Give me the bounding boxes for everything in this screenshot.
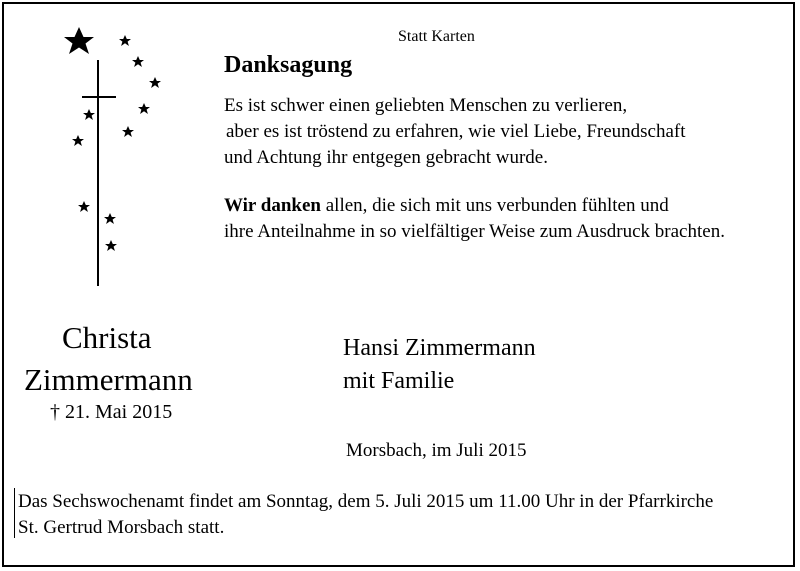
small-star-icon: [138, 103, 150, 114]
thanks-line-2: aber es ist tröstend zu erfahren, wie viel Liebe, Freundschaft: [226, 121, 686, 142]
small-star-icon: [149, 77, 161, 88]
family-name: Hansi Zimmermann: [343, 335, 536, 361]
family-suffix: mit Familie: [343, 368, 455, 394]
wir-danken-bold: Wir danken: [224, 195, 321, 216]
large-star-icon: [64, 27, 94, 54]
small-star-icon: [104, 213, 116, 224]
cross-with-stars-icon: [55, 22, 175, 292]
thanks-line-5: ihre Anteilnahme in so vielfältiger Weise zum Ausdruck brachten.: [224, 221, 725, 242]
small-star-icon: [83, 109, 95, 120]
small-star-icon: [119, 35, 131, 46]
death-date: † 21. Mai 2015: [50, 401, 173, 423]
deceased-first-name: Christa: [62, 320, 152, 355]
footer-line-1: Das Sechswochenamt findet am Sonntag, dem 5. Juli 2015 um 11.00 Uhr in der Pfarrkirche: [18, 491, 714, 512]
small-star-icon: [105, 240, 117, 251]
footer-line-2: St. Gertrud Morsbach statt.: [18, 517, 225, 538]
statt-karten-label: Statt Karten: [398, 28, 475, 45]
thanks-line-4: [224, 196, 669, 215]
thanks-line-1: Es ist schwer einen geliebten Menschen zu verlieren,: [224, 95, 628, 116]
thanks-line-3: und Achtung ihr entgegen gebracht wurde.: [224, 147, 548, 168]
deceased-last-name: Zimmermann: [24, 362, 193, 397]
footer-rule: [14, 488, 15, 538]
place-and-date: Morsbach, im Juli 2015: [346, 440, 527, 461]
thanks-line-4-rest: allen, die sich mit uns verbunden fühlten und: [320, 195, 669, 216]
small-star-icon: [78, 201, 90, 212]
danksagung-title: Danksagung: [224, 52, 353, 78]
small-star-icon: [122, 126, 134, 137]
small-star-icon: [72, 135, 84, 146]
small-star-icon: [132, 56, 144, 67]
